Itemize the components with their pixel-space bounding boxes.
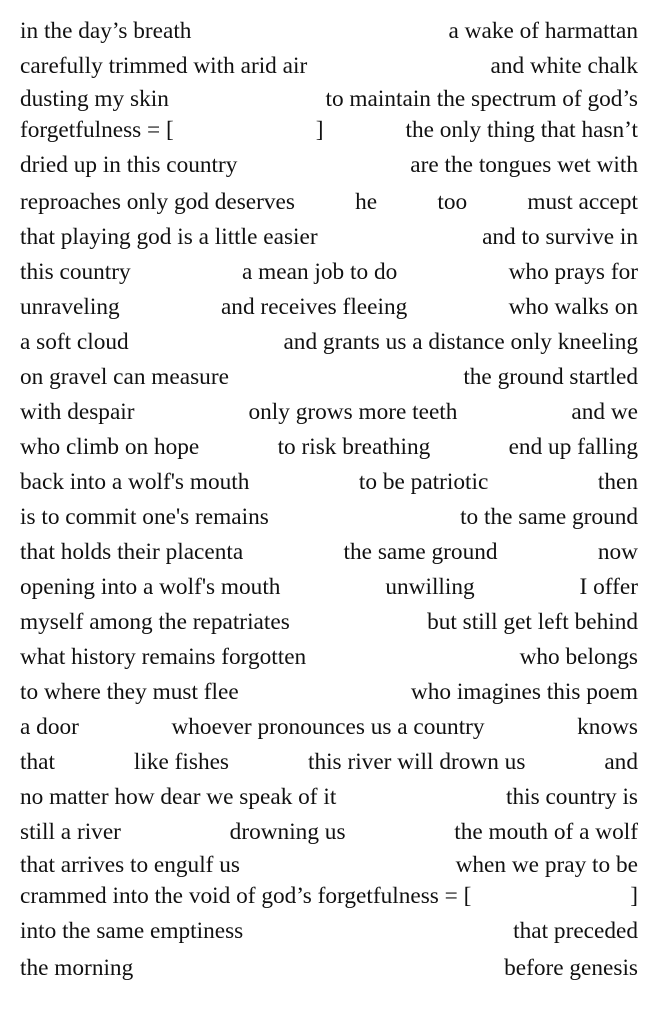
- poem-line: [20, 500, 638, 535]
- line-segment: the mouth of a wolf: [454, 819, 638, 845]
- poem-line: [20, 325, 638, 360]
- line-segment: before genesis: [504, 955, 638, 981]
- line-segment: too: [437, 189, 468, 215]
- line-segment: who belongs: [519, 644, 638, 670]
- line-segment: the same ground: [343, 539, 498, 565]
- poem-line: [20, 850, 638, 881]
- line-segment: like fishes: [133, 749, 230, 775]
- line-segment: ]: [630, 883, 638, 909]
- poem-line: [20, 49, 638, 84]
- line-segment: what history remains forgotten: [20, 644, 307, 670]
- line-segment: with despair: [20, 399, 135, 425]
- line-segment: drowning us: [229, 819, 346, 845]
- line-segment: and to survive in: [482, 224, 638, 250]
- poem-line: [20, 255, 638, 290]
- line-segment: a door: [20, 714, 79, 740]
- line-segment: dried up in this country: [20, 152, 238, 178]
- line-segment: opening into a wolf's mouth: [20, 574, 281, 600]
- poem-line: [20, 395, 638, 430]
- line-segment: only grows more teeth: [248, 399, 458, 425]
- poem: [20, 14, 638, 986]
- poem-line: [20, 710, 638, 745]
- line-segment: then: [597, 469, 638, 495]
- line-segment: the ground startled: [463, 364, 638, 390]
- line-segment: is to commit one's remains: [20, 504, 269, 530]
- poem-line: [20, 881, 638, 912]
- line-segment: crammed into the void of god’s forgetfulness = [: [20, 883, 472, 909]
- poem-line: [20, 84, 638, 115]
- line-segment: are the tongues wet with: [410, 152, 638, 178]
- line-segment: knows: [577, 714, 638, 740]
- line-segment: ]: [315, 117, 324, 143]
- line-segment: this country is: [505, 784, 638, 810]
- line-segment: that playing god is a little easier: [20, 224, 318, 250]
- poem-line: [20, 535, 638, 570]
- poem-line: [20, 220, 638, 255]
- line-segment: and grants us a distance only kneeling: [283, 329, 638, 355]
- line-segment: to risk breathing: [277, 434, 431, 460]
- poem-line: [20, 780, 638, 815]
- line-segment: that: [20, 749, 55, 775]
- line-segment: and: [604, 749, 638, 775]
- line-segment: when we pray to be: [455, 852, 638, 878]
- line-segment: end up falling: [508, 434, 638, 460]
- line-segment: to the same ground: [460, 504, 638, 530]
- poem-line: [20, 640, 638, 675]
- poem-line: [20, 745, 638, 780]
- poem-line: [20, 951, 638, 986]
- poem-line: [20, 290, 638, 325]
- line-segment: unraveling: [20, 294, 120, 320]
- line-segment: the only thing that hasn’t: [405, 117, 638, 143]
- poem-line: [20, 146, 638, 185]
- line-segment: back into a wolf's mouth: [20, 469, 250, 495]
- line-segment: I offer: [579, 574, 638, 600]
- line-segment: still a river: [20, 819, 121, 845]
- line-segment: but still get left behind: [427, 609, 638, 635]
- poem-line: [20, 115, 638, 146]
- poem-line: [20, 430, 638, 465]
- line-segment: on gravel can measure: [20, 364, 229, 390]
- poem-line: [20, 912, 638, 951]
- line-segment: and receives fleeing: [220, 294, 408, 320]
- line-segment: now: [597, 539, 638, 565]
- line-segment: who prays for: [508, 259, 638, 285]
- line-segment: who imagines this poem: [410, 679, 638, 705]
- line-segment: carefully trimmed with arid air: [20, 53, 308, 79]
- poem-line: [20, 465, 638, 500]
- poem-line: [20, 14, 638, 49]
- line-segment: a mean job to do: [241, 259, 398, 285]
- line-segment: whoever pronounces us a country: [171, 714, 485, 740]
- line-segment: who climb on hope: [20, 434, 200, 460]
- poem-line: [20, 360, 638, 395]
- line-segment: that holds their placenta: [20, 539, 244, 565]
- line-segment: this river will drown us: [307, 749, 526, 775]
- line-segment: this country: [20, 259, 131, 285]
- line-segment: reproaches only god deserves: [20, 189, 295, 215]
- line-segment: a soft cloud: [20, 329, 129, 355]
- line-segment: into the same emptiness: [20, 918, 244, 944]
- line-segment: a wake of harmattan: [448, 18, 638, 44]
- line-segment: that preceded: [513, 918, 638, 944]
- poem-line: [20, 570, 638, 605]
- line-segment: no matter how dear we speak of it: [20, 784, 337, 810]
- poem-line: [20, 185, 638, 220]
- poem-line: [20, 815, 638, 850]
- line-segment: in the day’s breath: [20, 18, 192, 44]
- line-segment: and we: [571, 399, 638, 425]
- line-segment: myself among the repatriates: [20, 609, 290, 635]
- line-segment: and white chalk: [490, 53, 638, 79]
- line-segment: unwilling: [385, 574, 475, 600]
- line-segment: to be patriotic: [358, 469, 489, 495]
- poem-line: [20, 605, 638, 640]
- line-segment: dusting my skin: [20, 86, 169, 112]
- line-segment: who walks on: [508, 294, 638, 320]
- line-segment: must accept: [527, 189, 638, 215]
- line-segment: forgetfulness = [: [20, 117, 174, 143]
- line-segment: to maintain the spectrum of god’s: [325, 86, 638, 112]
- line-segment: to where they must flee: [20, 679, 239, 705]
- poem-line: [20, 675, 638, 710]
- line-segment: he: [355, 189, 378, 215]
- line-segment: that arrives to engulf us: [20, 852, 240, 878]
- line-segment: the morning: [20, 955, 134, 981]
